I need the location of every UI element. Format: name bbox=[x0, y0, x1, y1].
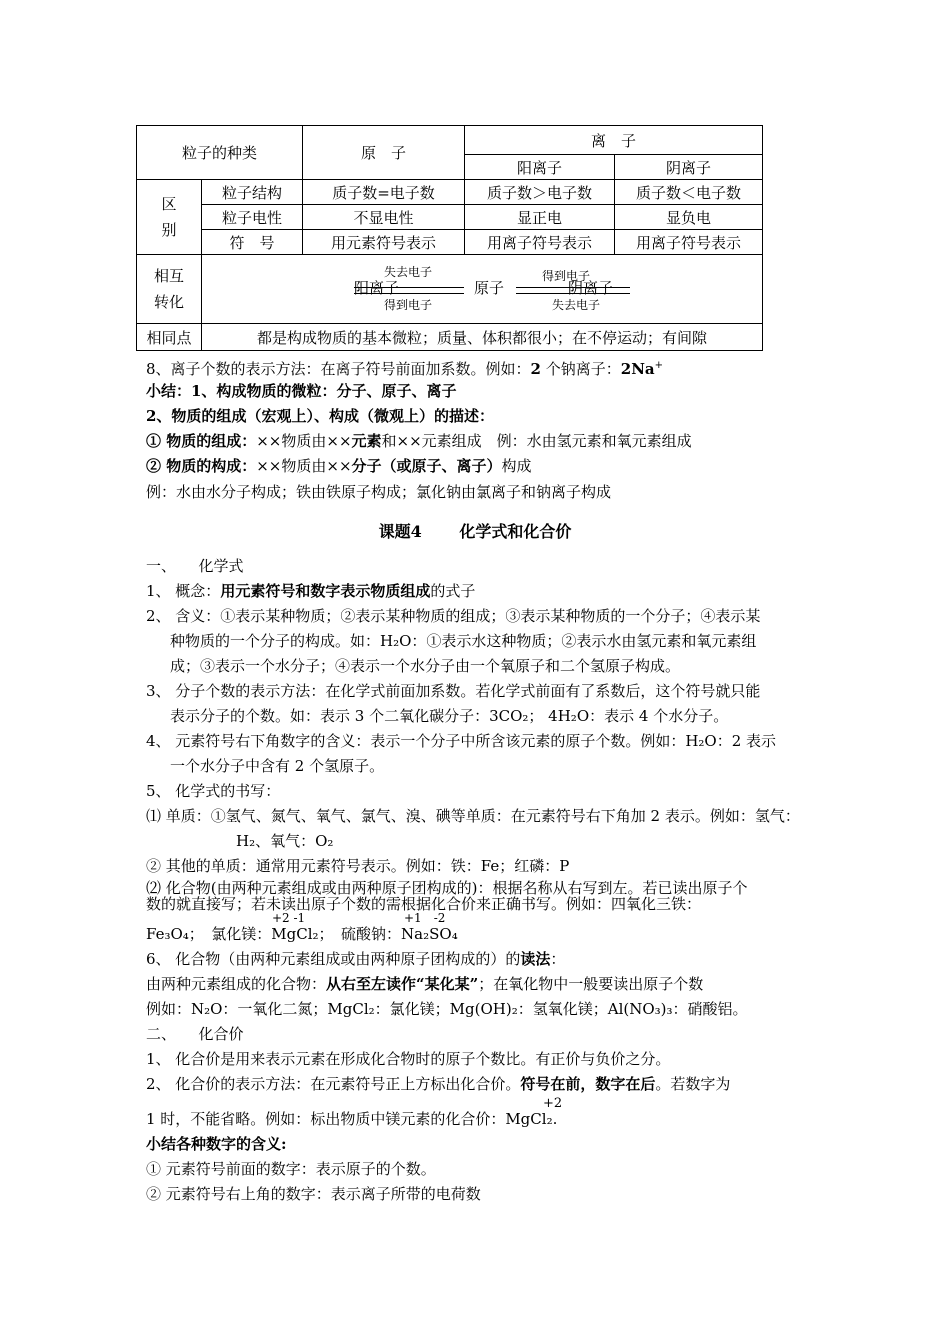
summary-1: 小结：1、构成物质的微粒：分子、原子、离子 bbox=[146, 382, 457, 400]
atom-label: 原子 bbox=[474, 279, 505, 297]
header-anion: 阴离子 bbox=[615, 155, 763, 180]
lose-electron-2: 失去电子 bbox=[552, 298, 601, 312]
p3b: 表示分子的个数。如：表示 3 个二氧化碳分子：3CO₂； 4H₂O：表示 4 个水分子。 bbox=[170, 707, 729, 725]
valence-mark: +2 bbox=[543, 1096, 563, 1111]
conversion-diagram bbox=[202, 255, 763, 324]
row-cation: 显正电 bbox=[465, 205, 615, 230]
row-atom: 质子数=电子数 bbox=[303, 180, 465, 205]
summary-numbers: 小结各种数字的含义: bbox=[146, 1135, 287, 1153]
row-cation: 质子数＞电子数 bbox=[465, 180, 615, 205]
p2b: 种物质的一个分子的构成。如：H₂O：①表示水这种物质；②表示水由氢元素和氧元素组 bbox=[170, 632, 757, 650]
sec1-heading: 一、 化学式 bbox=[146, 557, 244, 575]
cation-label: 阳离子 bbox=[354, 279, 400, 297]
row-atom: 不显电性 bbox=[303, 205, 465, 230]
p5e: 数的就直接写；若未读出原子个数的需根据化合价来正确书写。例如：四氧化三铁： bbox=[146, 895, 702, 913]
example-line: 例：水由水分子构成；铁由铁原子构成；氯化钠由氯离子和钠离子构成 bbox=[146, 483, 612, 501]
p5a: ⑴ 单质：①氢气、氮气、氧气、氯气、溴、碘等单质：在元素符号右下角加 2 表示。例如：氢气： bbox=[146, 807, 800, 825]
structure-line: ② 物质的构成：××物质由××分子（或原子、离子）构成 bbox=[146, 457, 532, 475]
p4a: 4、 元素符号右下角数字的含义：表示一个分子中所含该元素的原子个数。例如：H₂O：2 表示 bbox=[146, 732, 777, 750]
q2: 2、 化合价的表示方法：在元素符号正上方标出化合价。符号在前，数字在后。若数字为 bbox=[146, 1075, 731, 1093]
header-ion: 离 子 bbox=[465, 126, 763, 155]
composition-line: ① 物质的组成：××物质由××元素和××元素组成 例：水由氢元素和氧元素组成 bbox=[146, 432, 692, 450]
conv-label: 相互 转化 bbox=[137, 255, 202, 324]
q1: 1、 化合价是用来表示元素在形成化合物时的原子个数比。有正价与负价之分。 bbox=[146, 1050, 671, 1068]
arrow-right-icon bbox=[516, 287, 630, 288]
row-anion: 显负电 bbox=[615, 205, 763, 230]
q2-cont: 1 时，不能省略。例如：标出物质中镁元素的化合价：MgCl₂. bbox=[146, 1110, 558, 1128]
p5b: H₂、氧气：O₂ bbox=[236, 832, 334, 850]
section-title: 课题4 化学式和化合价 bbox=[378, 522, 572, 541]
row-label: 粒子电性 bbox=[202, 205, 303, 230]
summary-2: 2、物质的组成（宏观上）、构成（微观上）的描述： bbox=[146, 407, 494, 425]
p1: 1、 概念：用元素符号和数字表示物质组成的式子 bbox=[146, 582, 476, 600]
same-text: 都是构成物质的基本微粒；质量、体积都很小；在不停运动；有间隙 bbox=[202, 324, 763, 351]
row-label: 粒子结构 bbox=[202, 180, 303, 205]
anion-label: 阴离子 bbox=[568, 279, 614, 297]
particle-table bbox=[136, 125, 763, 351]
gain-electron-2: 得到电子 bbox=[542, 269, 591, 283]
p5: 5、 化学式的书写： bbox=[146, 782, 281, 800]
header-cation: 阳离子 bbox=[465, 155, 615, 180]
row-anion: 质子数＜电子数 bbox=[615, 180, 763, 205]
p6: 6、 化合物（由两种元素组成或由两种原子团构成的）的读法： bbox=[146, 950, 566, 968]
meaning-2: ② 元素符号右上角的数字：表示离子所带的电荷数 bbox=[146, 1185, 481, 1203]
valence-na2so4: +1 -2 bbox=[404, 911, 446, 925]
diff-label: 区 别 bbox=[137, 180, 202, 255]
p5c: ② 其他的单质：通常用元素符号表示。例如：铁：Fe；红磷：P bbox=[146, 857, 570, 875]
row-label: 符 号 bbox=[202, 230, 303, 255]
arrow-right-icon bbox=[354, 287, 464, 288]
p6-example: 例如：N₂O：一氧化二氮；MgCl₂：氯化镁；Mg(OH)₂：氢氧化镁；Al(NO₃)₃：硝酸铝。 bbox=[146, 1000, 748, 1018]
meaning-1: ① 元素符号前面的数字：表示原子的个数。 bbox=[146, 1160, 436, 1178]
sec2-heading: 二、 化合价 bbox=[146, 1025, 244, 1043]
p6-rule: 由两种元素组成的化合物：从右至左读作“某化某”；在氧化物中一般要读出原子个数 bbox=[146, 975, 704, 993]
row-atom: 用元素符号表示 bbox=[303, 230, 465, 255]
arrow-left-icon bbox=[516, 293, 630, 294]
p3a: 3、 分子个数的表示方法：在化学式前面加系数。若化学式前面有了系数后，这个符号就只能 bbox=[146, 682, 761, 700]
same-label: 相同点 bbox=[137, 324, 202, 351]
p2c: 成；③表示一个水分子；④表示一个水分子由一个氧原子和二个氢原子构成。 bbox=[170, 657, 681, 675]
p2a: 2、 含义：①表示某种物质；②表示某种物质的组成；③表示某种物质的一个分子；④表示某 bbox=[146, 607, 761, 625]
p5f: Fe₃O₄； 氯化镁：MgCl₂； 硫酸钠：Na₂SO₄ bbox=[146, 925, 458, 943]
p5d: ⑵ 化合物(由两种元素组成或由两种原子团构成的)：根据名称从右写到左。若已读出原子个 bbox=[146, 879, 748, 897]
valence-mgcl2: +2 -1 bbox=[272, 911, 306, 925]
gain-electron-1: 得到电子 bbox=[384, 298, 433, 312]
arrow-left-icon bbox=[354, 293, 464, 294]
p4b: 一个水分子中含有 2 个氢原子。 bbox=[170, 757, 385, 775]
row-anion: 用离子符号表示 bbox=[615, 230, 763, 255]
header-atom: 原 子 bbox=[303, 126, 465, 180]
row-cation: 用离子符号表示 bbox=[465, 230, 615, 255]
header-types: 粒子的种类 bbox=[137, 126, 303, 180]
line-8: 8、离子个数的表示方法：在离子符号前面加系数。例如：2 个钠离子：2Na+ bbox=[146, 360, 664, 378]
lose-electron-1: 失去电子 bbox=[384, 265, 433, 279]
